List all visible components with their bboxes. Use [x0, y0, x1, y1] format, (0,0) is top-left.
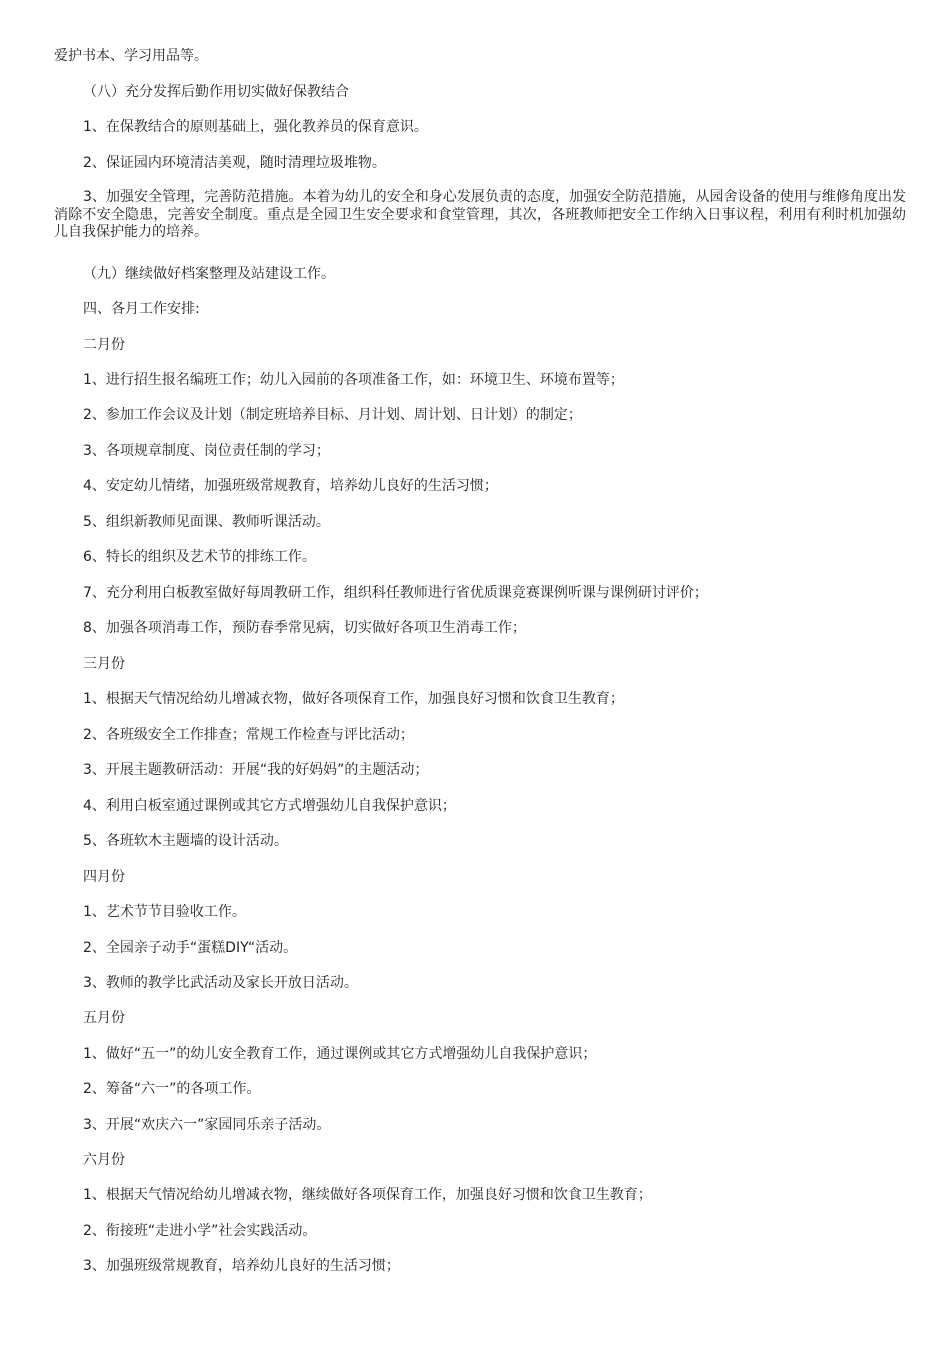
- month-heading-april: 四月份: [83, 869, 125, 885]
- list-item: 2、各班级安全工作排查；常规工作检查与评比活动；: [83, 727, 414, 743]
- month-heading-may: 五月份: [83, 1010, 125, 1026]
- section-heading-9: （九）继续做好档案整理及站建设工作。: [83, 266, 335, 282]
- month-heading-february: 二月份: [83, 337, 125, 353]
- list-item: 3、各项规章制度、岗位责任制的学习；: [83, 443, 330, 459]
- list-item: 6、特长的组织及艺术节的排练工作。: [83, 549, 316, 565]
- month-heading-june: 六月份: [83, 1152, 125, 1168]
- paragraph-care-books: 爱护书本、学习用品等。: [54, 48, 208, 64]
- paragraph-safety-management: 3、加强安全管理，完善防范措施。本着为幼儿的安全和身心发展负责的态度，加强安全防范措施，从园舍设备的使用与维修角度出发消除不安全隐患，完善安全制度。重点是全园卫生安全要求和食堂管理，其次，各班教师把安全工作纳入日事议程，利用有利时机加强幼儿自我保护能力的培养。: [54, 189, 906, 240]
- month-heading-march: 三月份: [83, 656, 125, 672]
- list-item: 3、加强班级常规教育，培养幼儿良好的生活习惯；: [83, 1258, 400, 1274]
- list-item: 3、开展“欢庆六一”家园同乐亲子活动。: [83, 1117, 331, 1133]
- list-item: 2、全园亲子动手“蛋糕DIY“活动。: [83, 940, 298, 956]
- list-item: 8、加强各项消毒工作，预防春季常见病，切实做好各项卫生消毒工作；: [83, 620, 526, 636]
- list-item: 2、筹备“六一”的各项工作。: [83, 1081, 261, 1097]
- list-item: 4、安定幼儿情绪，加强班级常规教育，培养幼儿良好的生活习惯；: [83, 478, 498, 494]
- section-heading-monthly-plan: 四、各月工作安排:: [83, 301, 200, 317]
- list-item: 1、根据天气情况给幼儿增减衣物，继续做好各项保育工作，加强良好习惯和饮食卫生教育；: [83, 1187, 652, 1203]
- paragraph-item: 2、保证园内环境清洁美观，随时清理垃圾堆物。: [83, 155, 386, 171]
- list-item: 7、充分利用白板教室做好每周教研工作，组织科任教师进行省优质课竞赛课例听课与课例研讨评价；: [83, 585, 708, 601]
- list-item: 2、衔接班“走进小学”社会实践活动。: [83, 1223, 317, 1239]
- list-item: 4、利用白板室通过课例或其它方式增强幼儿自我保护意识；: [83, 798, 456, 814]
- list-item: 5、各班软木主题墙的设计活动。: [83, 833, 288, 849]
- paragraph-item: 1、在保教结合的原则基础上，强化教养员的保育意识。: [83, 119, 428, 135]
- section-heading-8: （八）充分发挥后勤作用切实做好保教结合: [83, 84, 349, 100]
- list-item: 1、艺术节节目验收工作。: [83, 904, 246, 920]
- list-item: 1、根据天气情况给幼儿增减衣物，做好各项保育工作，加强良好习惯和饮食卫生教育；: [83, 691, 624, 707]
- list-item: 3、开展主题教研活动：开展“我的好妈妈”的主题活动；: [83, 762, 429, 778]
- list-item: 5、组织新教师见面课、教师听课活动。: [83, 514, 330, 530]
- list-item: 1、进行招生报名编班工作；幼儿入园前的各项准备工作，如：环境卫生、环境布置等；: [83, 372, 624, 388]
- list-item: 3、教师的教学比武活动及家长开放日活动。: [83, 975, 358, 991]
- list-item: 2、参加工作会议及计划（制定班培养目标、月计划、周计划、日计划）的制定；: [83, 407, 582, 423]
- list-item: 1、做好“五一”的幼儿安全教育工作，通过课例或其它方式增强幼儿自我保护意识；: [83, 1046, 597, 1062]
